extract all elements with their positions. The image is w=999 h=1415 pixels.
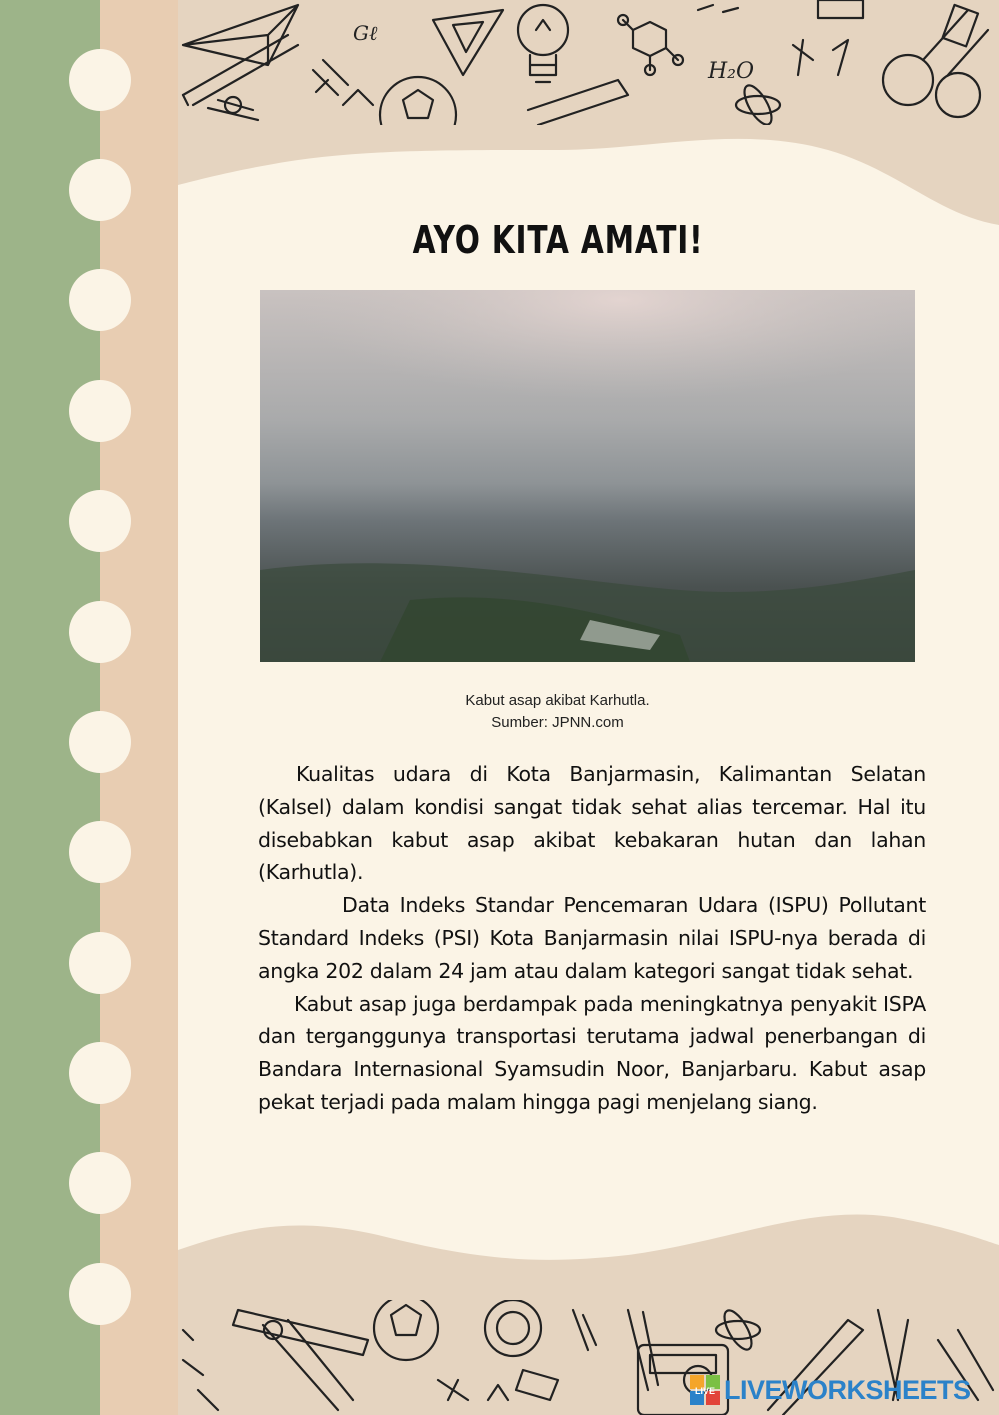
photo-caption	[260, 690, 855, 734]
caption-line-2: Sumber: JPNN.com	[491, 714, 624, 731]
binder-ring	[69, 490, 131, 552]
brand-badge-text: LIVE	[694, 1386, 716, 1396]
binder-ring	[69, 49, 131, 111]
brand-name: LIVEWORKSHEETS	[724, 1374, 971, 1405]
doodle-h2o-label: H₂O	[708, 59, 755, 84]
binder-ring	[69, 269, 131, 331]
page-title: AYO KITA AMATI!	[412, 218, 704, 262]
binder-ring	[69, 601, 131, 663]
top-doodles	[178, 0, 999, 125]
binder-ring	[69, 932, 131, 994]
binder-ring	[69, 159, 131, 221]
haze-photo	[260, 290, 915, 662]
binder-ring	[69, 380, 131, 442]
paragraph-3: Kabut asap juga berdampak pada meningkatnya penyakit ISPA dan terganggunya transportasi terutama jadwal penerbangan di Bandara Internasional Syamsudin Noor, Banjarbaru. Kabut asap pekat terjadi pada malam hingga pagi menjelang siang.	[258, 991, 926, 1114]
caption-line-1: Kabut asap akibat Karhutla.	[465, 692, 650, 709]
binder-ring	[69, 821, 131, 883]
haze-photo-icon	[260, 290, 915, 662]
paragraph-2: Data Indeks Standar Pencemaran Udara (ISPU) Pollutant Standard Indeks (PSI) Kota Banjarmasin nilai ISPU-nya berada di angka 202 dalam 24 jam atau dalam kategori sangat tidak sehat.	[258, 893, 926, 983]
liveworksheets-badge-icon	[690, 1375, 720, 1405]
liveworksheets-logo[interactable]	[690, 1372, 971, 1408]
binder-ring	[69, 1042, 131, 1104]
doodle-greek-label: Gℓ	[353, 21, 378, 45]
paragraph-1: Kualitas udara di Kota Banjarmasin, Kalimantan Selatan (Kalsel) dalam kondisi sangat tidak sehat alias tercemar. Hal itu disebabkan kabut asap akibat kebakaran hutan dan lahan (Karhutla).	[258, 762, 926, 885]
binder-ring	[69, 711, 131, 773]
article-body	[258, 758, 926, 1119]
binder-ring	[69, 1263, 131, 1325]
binder-ring	[69, 1152, 131, 1214]
